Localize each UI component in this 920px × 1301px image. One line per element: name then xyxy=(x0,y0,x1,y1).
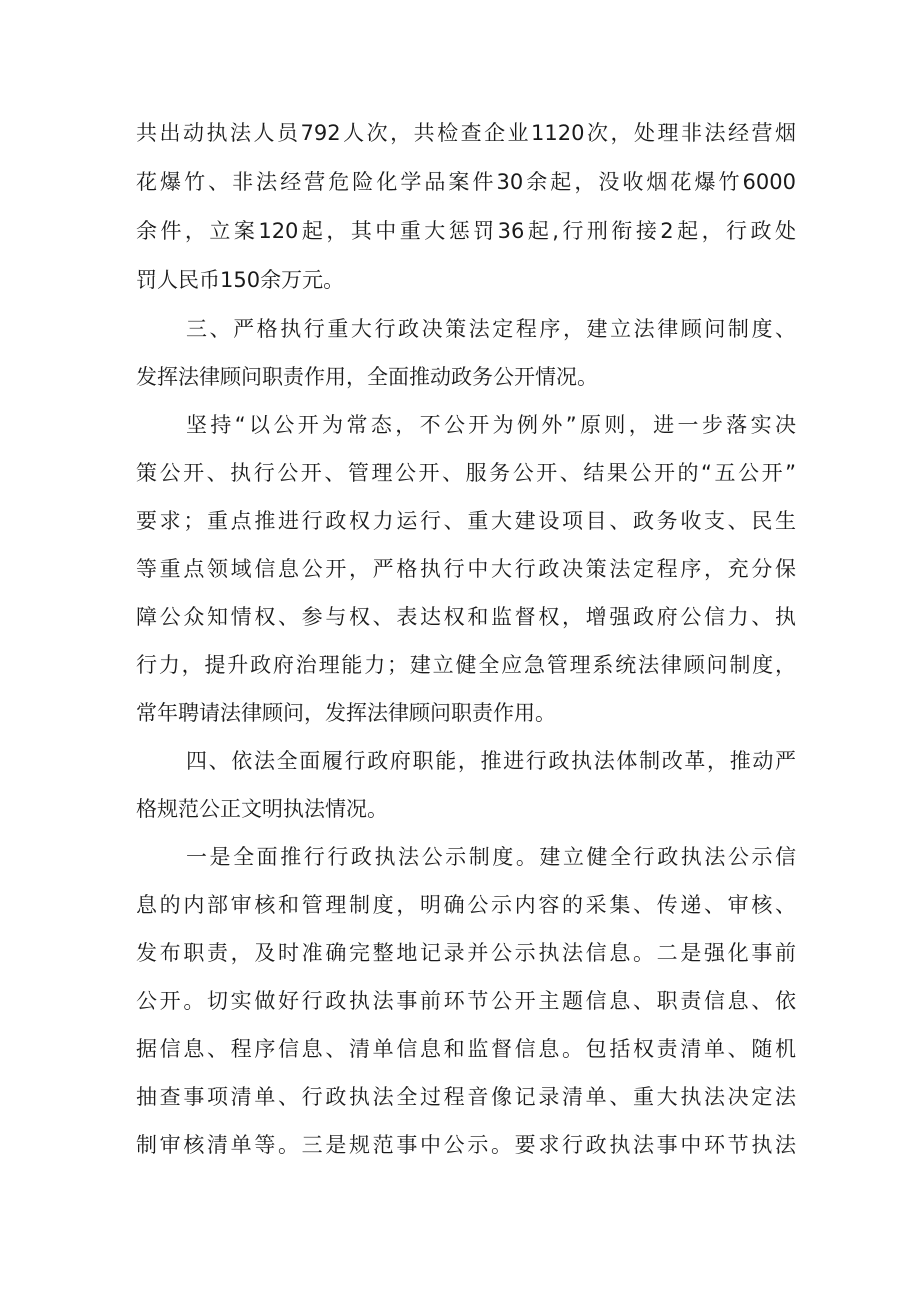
section-heading-line: 三、严格执行重大行政决策法定程序，建立法律顾问制度、 xyxy=(186,317,796,341)
text-line: 行力，提升政府治理能力；建立健全应急管理系统法律顾问制度， xyxy=(136,653,796,677)
text-line: 制审核清单等。三是规范事中公示。要求行政执法事中环节执法 xyxy=(136,1133,796,1157)
text-line: 障公众知情权、参与权、表达权和监督权，增强政府公信力、执 xyxy=(136,605,796,629)
text-line: 余件，立案120起，其中重大惩罚36起,行刑衔接2起，行政处 xyxy=(136,219,796,243)
text-line: 抽查事项清单、行政执法全过程音像记录清单、重大执法决定法 xyxy=(136,1085,796,1109)
text-line: 共出动执法人员792人次，共检查企业1120次，处理非法经营烟 xyxy=(136,121,796,145)
text-line: 据信息、程序信息、清单信息和监督信息。包括权责清单、随机 xyxy=(136,1037,796,1061)
section-heading-line: 格规范公正文明执法情况。 xyxy=(136,797,388,821)
text-line: 策公开、执行公开、管理公开、服务公开、结果公开的“五公开” xyxy=(136,461,796,485)
section-heading-line: 发挥法律顾问职责作用，全面推动政务公开情况。 xyxy=(136,365,598,389)
text-line: 公开。切实做好行政执法事前环节公开主题信息、职责信息、依 xyxy=(136,989,796,1013)
text-line: 息的内部审核和管理制度，明确公示内容的采集、传递、审核、 xyxy=(136,893,796,917)
text-line: 坚持“以公开为常态，不公开为例外”原则，进一步落实决 xyxy=(186,413,796,437)
text-line: 罚人民币150余万元。 xyxy=(136,268,345,292)
section-heading-line: 四、依法全面履行政府职能，推进行政执法体制改革，推动严 xyxy=(186,749,796,773)
text-line: 常年聘请法律顾问，发挥法律顾问职责作用。 xyxy=(136,701,556,725)
text-line: 花爆竹、非法经营危险化学品案件30余起，没收烟花爆竹6000 xyxy=(136,170,796,194)
text-line: 一是全面推行行政执法公示制度。建立健全行政执法公示信 xyxy=(186,845,796,869)
text-line: 等重点领域信息公开，严格执行中大行政决策法定程序，充分保 xyxy=(136,557,796,581)
text-line: 要求；重点推进行政权力运行、重大建设项目、政务收支、民生 xyxy=(136,509,796,533)
text-line: 发布职责，及时准确完整地记录并公示执法信息。二是强化事前 xyxy=(136,941,796,965)
